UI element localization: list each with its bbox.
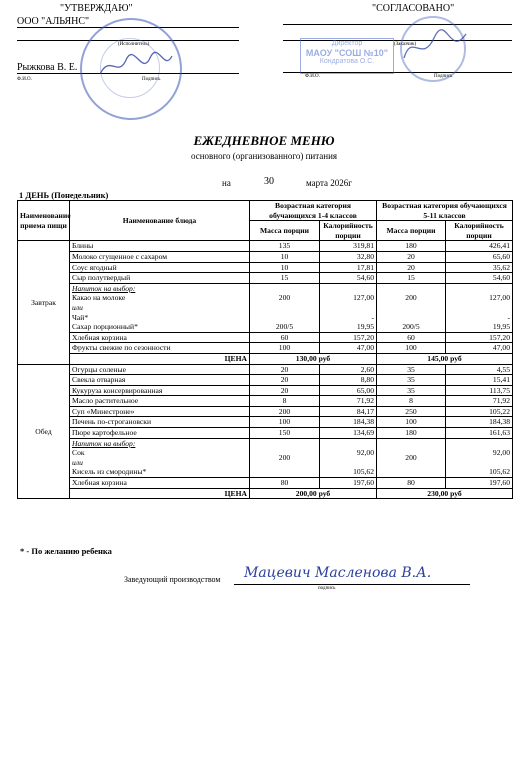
cal-1: 17,81 [320,262,377,273]
cal-1-b: 105,62 [353,467,374,477]
date-month-year: марта 2026г [306,178,352,188]
cal-2: 71,92 [446,396,513,407]
table-row [18,241,513,252]
cal-2: 184,38 [446,417,513,428]
cal-2: 105,22 [446,406,513,417]
header-mass-2: Масса порции [377,221,446,241]
approve-title: "УТВЕРЖДАЮ" [60,3,133,14]
cal-2: 113,75 [446,385,513,396]
cal-2: 161,63 [446,428,513,439]
mass-1: 8 [250,396,320,407]
mass-1: 80 [250,478,320,489]
mass-1: 135 [250,241,320,252]
agree-role-caption: (Заказчик) [394,42,417,47]
org-name: ООО "АЛЬЯНС" [17,16,239,28]
left-signature-scribble [96,48,176,84]
cal-2: 35,62 [446,262,513,273]
mass-2: 200 [377,438,446,477]
choice-or: или [72,457,83,467]
stamp-line-2: МАОУ "СОШ №10" [305,48,389,58]
dish-name: Огурцы соленые [70,364,250,375]
table-row [18,332,513,343]
agree-title: "СОГЛАСОВАНО" [372,3,455,14]
mass-1: 20 [250,375,320,386]
signature-line [234,584,470,585]
choice-option-a: Какао на молоке [72,293,126,303]
fio-caption-left: Ф.И.О. [17,77,32,82]
mass-2: 35 [377,364,446,375]
mass-2: 180 [377,428,446,439]
mass-2: 35 [377,385,446,396]
mass-2-a: 200 [405,293,417,303]
header-meal: Наименование приема пищи [18,201,70,241]
table-row [18,406,513,417]
cal-1 [320,283,377,332]
menu-table [17,200,513,499]
cal-1: 197,60 [320,478,377,489]
mass-1: 150 [250,428,320,439]
table-row-drink-choice [18,283,513,332]
dish-name: Пюре картофельное [70,428,250,439]
mass-1: 10 [250,262,320,273]
mass-2: 180 [377,241,446,252]
table-row [18,273,513,284]
drink-choice-cell [70,283,250,332]
mass-1: 100 [250,343,320,354]
choice-option-b: Кисель из смородины* [72,467,147,477]
cal-1: 32,80 [320,251,377,262]
choice-option-c: Сахар порционный* [72,322,138,332]
price-row-breakfast [18,353,513,364]
dish-name: Молоко сгущенное с сахаром [70,251,250,262]
signature-caption: подпись [318,586,336,591]
director-stamp [300,38,394,74]
cal-2: 47,00 [446,343,513,354]
page-subtitle: основного (организованного) питания [190,151,338,161]
mass-2: 100 [377,417,446,428]
dish-name: Хлебная корзина [70,332,250,343]
stamp-line-1: Директор [331,40,363,47]
price-label: ЦЕНА [70,488,250,499]
dish-name: Сыр полутвердый [70,273,250,284]
cal-1: 47,00 [320,343,377,354]
mass-1-c: 200/5 [275,322,294,332]
mass-1 [250,283,320,332]
table-row [18,428,513,439]
approve-person: Рыжкова В. Е. [17,62,239,74]
price-group-1: 200,00 руб [250,488,377,499]
dish-name: Блины [70,241,250,252]
mass-2: 250 [377,406,446,417]
footnote: * - По желанию ребенка [20,546,112,556]
dish-name: Кукуруза консервированная [70,385,250,396]
cal-1: 65,00 [320,385,377,396]
mass-2: 100 [377,343,446,354]
cal-2: 15,41 [446,375,513,386]
cal-1-dash: - [371,312,374,322]
mass-2-c: 200/5 [402,322,420,332]
cal-1-a: 92,00 [356,448,374,458]
dish-name: Хлебная корзина [70,478,250,489]
signature-caption-left: Подпись [142,77,161,82]
header-group-1: Возрастная категория обучающихся 1-4 классов [250,201,377,221]
cal-1: 71,92 [320,396,377,407]
dish-name: Масло растительное [70,396,250,407]
cal-2-dash: - [507,312,510,322]
dish-name: Суп «Минестроне» [70,406,250,417]
cal-1: 134,69 [320,428,377,439]
cal-2: 65,60 [446,251,513,262]
agree-fio-caption: Ф.И.О. [305,74,320,79]
price-group-2: 230,00 руб [377,488,513,499]
choice-option-a: Сок [72,448,85,458]
cal-1: 184,38 [320,417,377,428]
mass-2: 20 [377,262,446,273]
table-row-drink-choice [18,438,513,477]
signature-caption-right: Подпись [434,74,453,79]
meal-breakfast: Завтрак [18,241,70,364]
meal-lunch: Обед [18,364,70,499]
choice-option-b: Чай* [72,312,89,322]
cal-2: 157,20 [446,332,513,343]
manager-label: Заведующий производством [124,575,221,584]
dish-name: Соус ягодный [70,262,250,273]
mass-2: 20 [377,251,446,262]
table-row [18,343,513,354]
cal-1: 319,81 [320,241,377,252]
table-row [18,375,513,386]
cal-2-a: 92,00 [492,448,510,458]
table-row [18,251,513,262]
cal-2 [446,438,513,477]
right-signature-scribble [400,28,470,68]
manager-signature: Мацевич Масленова В.А. [244,565,432,581]
choice-heading: Напиток на выбор: [72,438,136,448]
page-title: ЕЖЕДНЕВНОЕ МЕНЮ [193,133,335,148]
price-label: ЦЕНА [70,353,250,364]
mass-2: 35 [377,375,446,386]
header-group-2: Возрастная категория обучающихся 5-11 классов [377,201,513,221]
price-row-lunch [18,488,513,499]
mass-1: 100 [250,417,320,428]
choice-or: или [72,302,83,312]
cal-2-a: 127,00 [489,293,510,303]
table-row [18,417,513,428]
cal-2: 426,41 [446,241,513,252]
agree-line-1 [283,24,512,25]
cal-1: 157,20 [320,332,377,343]
date-prefix: на [222,178,231,188]
mass-1: 200 [250,438,320,477]
mass-1-a: 200 [278,293,291,303]
mass-2 [377,283,446,332]
header-mass-1: Масса порции [250,221,320,241]
dish-name: Фрукты свежие по сезонности [70,343,250,354]
mass-2: 8 [377,396,446,407]
approve-role-caption: (Исполнитель) [118,42,150,47]
day-label: 1 ДЕНЬ (Понедельник) [19,190,109,200]
mass-2: 80 [377,478,446,489]
header-cal-2: Калорийность порции [446,221,513,241]
table-row [18,478,513,489]
cal-1: 54,60 [320,273,377,284]
cal-2: 4,55 [446,364,513,375]
cal-1 [320,438,377,477]
cal-1: 8,80 [320,375,377,386]
cal-1: 2,60 [320,364,377,375]
mass-1: 10 [250,251,320,262]
stamp-line-3: Кондратова О.С. [319,58,375,65]
mass-1: 200 [250,406,320,417]
price-group-1: 130,00 руб [250,353,377,364]
drink-choice-cell [70,438,250,477]
choice-heading: Напиток на выбор: [72,283,136,293]
dish-name: Свекла отварная [70,375,250,386]
mass-2: 15 [377,273,446,284]
table-row [18,385,513,396]
cal-2-c: 19,95 [492,322,510,332]
cal-1: 84,17 [320,406,377,417]
mass-2: 60 [377,332,446,343]
date-day: 30 [264,176,274,187]
table-row [18,364,513,375]
mass-1: 20 [250,385,320,396]
table-row [18,396,513,407]
mass-1: 20 [250,364,320,375]
price-group-2: 145,00 руб [377,353,513,364]
cal-1-a: 127,00 [353,293,374,303]
dish-name: Печень по-строгановски [70,417,250,428]
cal-2: 197,60 [446,478,513,489]
mass-1: 15 [250,273,320,284]
cal-2-b: 105,62 [489,467,510,477]
cal-2 [446,283,513,332]
cal-1-c: 19,95 [356,322,374,332]
header-dish: Наименование блюда [70,201,250,241]
cal-2: 54,60 [446,273,513,284]
header-cal-1: Калорийность порции [320,221,377,241]
mass-1: 60 [250,332,320,343]
table-row [18,262,513,273]
